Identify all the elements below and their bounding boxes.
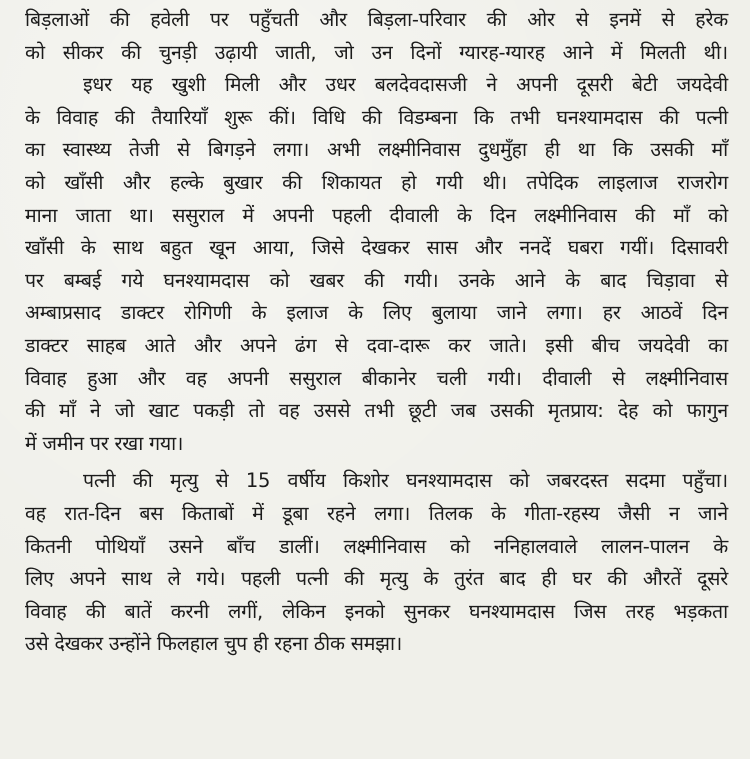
text-line: उसे देखकर उन्होंने फिलहाल चुप ही रहना ठीक समझा। bbox=[25, 632, 403, 656]
text-line: डाक्टर साहब आते और अपने ढंग से दवा-दारू कर जाते। इसी बीच जयदेवी का bbox=[25, 333, 728, 357]
text-line: के विवाह की तैयारियाँ शुरू कीं। विधि की विडम्बना कि तभी घनश्यामदास की पत्नी bbox=[25, 105, 728, 129]
text-line: विवाह हुआ और वह अपनी ससुराल बीकानेर चली गयी। दीवाली से लक्ष्मीनिवास bbox=[25, 366, 728, 390]
text-line: पत्नी की मृत्यु से 15 वर्षीय किशोर घनश्यामदास को जबरदस्त सदमा पहुँचा। bbox=[83, 469, 728, 493]
paragraph-2 bbox=[25, 69, 728, 460]
text-line: पर बम्बई गये घनश्यामदास को खबर की गयी। उनके आने के बाद चिड़ावा से bbox=[25, 268, 728, 292]
text-line: को सीकर की चुनड़ी उढ़ायी जाती, जो उन दिनों ग्यारह-ग्यारह आने में मिलती थी। bbox=[25, 40, 728, 64]
text-line: खाँसी के साथ बहुत खून आया, जिसे देखकर सास और ननदें घबरा गयीं। दिसावरी bbox=[25, 236, 728, 260]
text-line: कितनी पोथियाँ उसने बाँच डालीं। लक्ष्मीनिवास को ननिहालवाले लालन-पालन के bbox=[25, 534, 728, 558]
text-line: इधर यह खुशी मिली और उधर बलदेवदासजी ने अपनी दूसरी बेटी जयदेवी bbox=[83, 73, 728, 97]
text-line: विवाह की बातें करनी लगीं, लेकिन इनको सुनकर घनश्यामदास जिस तरह भड़कता bbox=[25, 599, 728, 623]
text-line: में जमीन पर रखा गया। bbox=[25, 431, 184, 455]
text-line: वह रात-दिन बस किताबों में डूबा रहने लगा। तिलक के गीता-रहस्य जैसी न जाने bbox=[25, 501, 728, 525]
text-line: माना जाता था। ससुराल में अपनी पहली दीवाली के दिन लक्ष्मीनिवास की माँ को bbox=[25, 203, 728, 227]
text-line: का स्वास्थ्य तेजी से बिगड़ने लगा। अभी लक्ष्मीनिवास दुधमुँहा ही था कि उसकी माँ bbox=[25, 138, 728, 162]
text-line: बिड़लाओं की हवेली पर पहुँचती और बिड़ला-परिवार की ओर से इनमें से हरेक bbox=[25, 8, 728, 31]
text-line: अम्बाप्रसाद डाक्टर रोगिणी के इलाज के लिए बुलाया जाने लगा। हर आठवें दिन bbox=[25, 301, 728, 325]
paragraph-3 bbox=[25, 465, 728, 661]
text-line: लिए अपने साथ ले गये। पहली पत्नी की मृत्यु के तुरंत बाद ही घर की औरतें दूसरे bbox=[25, 567, 728, 591]
paragraph-1 bbox=[25, 4, 728, 69]
text-line: की माँ ने जो खाट पकड़ी तो वह उससे तभी छूटी जब उसकी मृतप्राय: देह को फागुन bbox=[25, 399, 728, 423]
text-line: को खाँसी और हल्के बुखार की शिकायत हो गयी थी। तपेदिक लाइलाज राजरोग bbox=[25, 170, 728, 194]
